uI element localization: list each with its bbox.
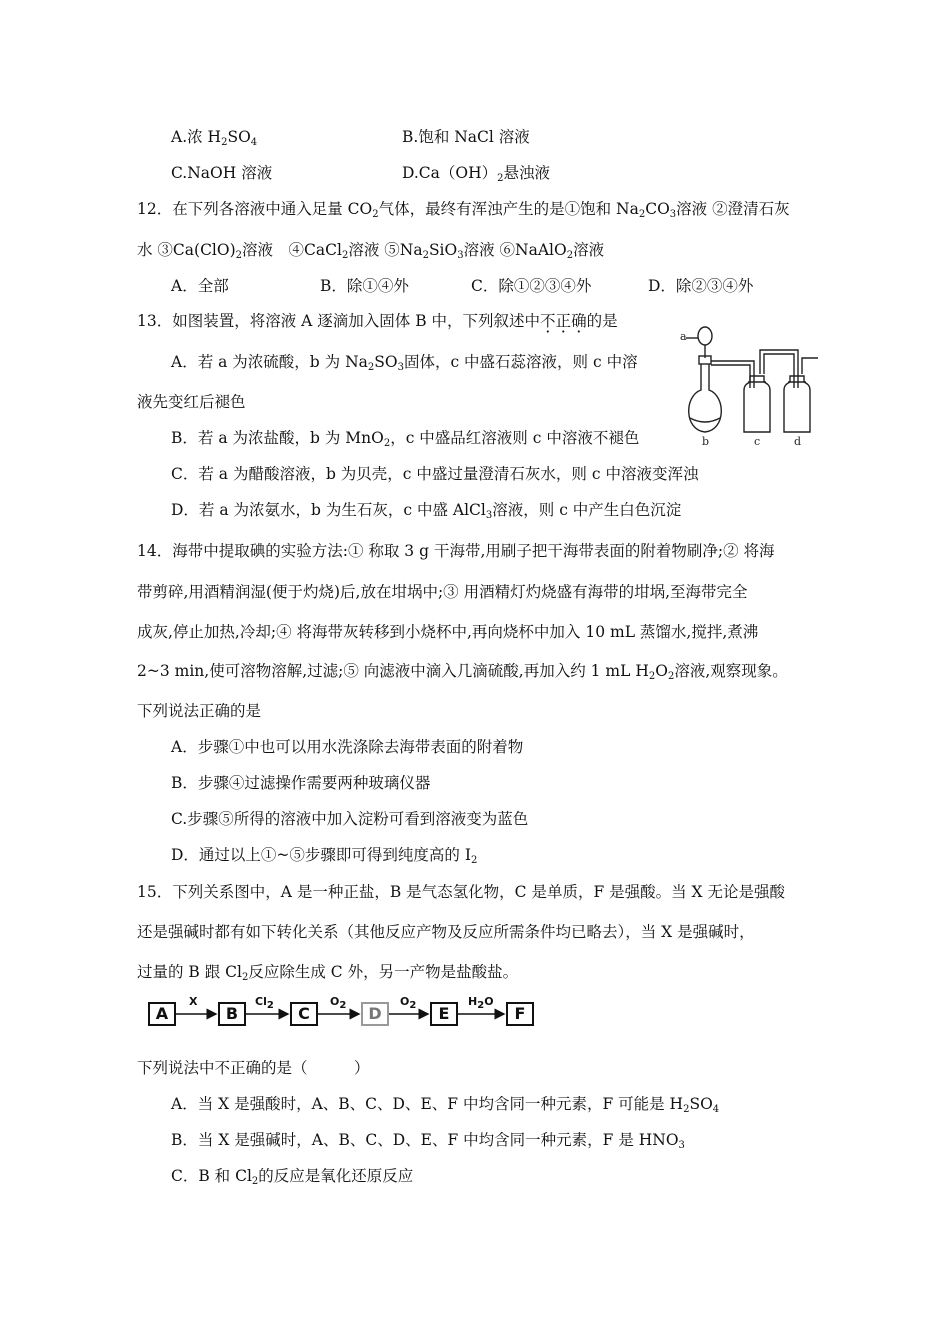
q14-option-a: A．步骤①中也可以用水洗涤除去海带表面的附着物	[171, 738, 524, 756]
q14-prompt: 下列说法正确的是	[137, 702, 262, 720]
flow-arrow-label-h2o: $H_2O$	[468, 995, 494, 1011]
q13-option-c: C．若 a 为醋酸溶液，b 为贝壳，c 中盛过量澄清石灰水，则 c 中溶液变浑浊	[171, 465, 699, 483]
q14-stem-line2: 带剪碎,用酒精润湿(便于灼烧)后,放在坩埚中;③ 用酒精灯灼烧盛有海带的坩埚,至海带完全	[137, 583, 748, 601]
q15-stem-line1: 15．下列关系图中，A 是一种正盐，B 是气态氢化物，C 是单质，F 是强酸。当 X 无论是强酸	[137, 883, 786, 901]
flow-box-d: D	[361, 1002, 389, 1026]
figure-label-a: a	[680, 330, 687, 343]
q13-option-a-line1: A．若 a 为浓硫酸，b 为 $Na_2SO_3$固体，c 中盛石蕊溶液，则 c 中溶	[171, 353, 638, 373]
q11-option-b: B.饱和 NaCl 溶液	[402, 128, 530, 146]
q12-stem-line1: 12．在下列各溶液中通入足量 $CO_2$气体，最终有浑浊产生的是①饱和 $Na_2CO_3$溶液 ②澄清石灰	[137, 200, 790, 220]
q14-stem-line4: 2~3 min,使可溶物溶解,过滤;⑤ 向滤液中滴入几滴硫酸,再加入约 1 mL $H_2O_2$溶液,观察现象。	[137, 662, 788, 682]
q12-option-a: A．全部	[171, 277, 229, 295]
q12-option-c: C．除①②③④外	[471, 277, 592, 295]
flow-arrow-label-x: X	[189, 995, 198, 1008]
q15-stem-line3: 过量的 B 跟 $Cl_2$反应除生成 C 外，另一产物是盐酸盐。	[137, 963, 519, 983]
q12-stem-line2: 水 $③Ca(ClO)_2$溶液 ④CaCl$_2$溶液 $⑤Na_2SiO_3$溶液 ⑥NaAlO$_2$溶液	[137, 241, 605, 261]
q14-option-c: C.步骤⑤所得的溶液中加入淀粉可看到溶液变为蓝色	[171, 810, 529, 828]
q12-option-b: B．除①④外	[320, 277, 409, 295]
flow-arrow-label-o2-1: $O_2$	[330, 995, 347, 1011]
q12-option-d: D．除②③④外	[648, 277, 754, 295]
flow-box-c: C	[290, 1002, 318, 1026]
figure-label-d: d	[794, 435, 802, 446]
flow-box-e: E	[430, 1002, 458, 1026]
q15-option-a: A．当 X 是强酸时，A、B、C、D、E、F 中均含同一种元素，F 可能是 $H_2SO_4$	[171, 1095, 720, 1115]
flow-arrow-label-cl2: $Cl_2$	[255, 995, 274, 1011]
flow-arrow-label-o2-2: $O_2$	[400, 995, 417, 1011]
q15-prompt: 下列说法中不正确的是（ ）	[137, 1059, 370, 1077]
q11-option-a: A.浓 $H_2SO_4$	[171, 128, 258, 148]
figure-label-c: c	[754, 435, 761, 446]
q14-option-d: D．通过以上①~⑤步骤即可得到纯度高的 $I_2$	[171, 846, 478, 866]
q15-stem-line2: 还是强碱时都有如下转化关系（其他反应产物及反应所需条件均已略去），当 X 是强碱时，	[137, 923, 755, 941]
q13-option-a-line2: 液先变红后褪色	[137, 393, 246, 411]
q14-option-b: B．步骤④过滤操作需要两种玻璃仪器	[171, 774, 431, 792]
flow-box-f: F	[506, 1002, 534, 1026]
q14-stem-line1: 14．海带中提取碘的实验方法:① 称取 3 g 干海带,用刷子把干海带表面的附着物刷净;② 将海	[137, 542, 775, 560]
flow-box-a: A	[148, 1002, 176, 1026]
flow-box-b: B	[218, 1002, 246, 1026]
q13-stem: 13．如图装置，将溶液 A 逐滴加入固体 B 中，下列叙述中不正确的是	[137, 312, 618, 330]
q15-option-c: C．B 和 $Cl_2$的反应是氧化还原反应	[171, 1167, 414, 1187]
apparatus-figure	[672, 318, 822, 446]
figure-label-b: b	[702, 435, 710, 446]
q11-option-c: C.NaOH 溶液	[171, 164, 273, 182]
q14-stem-line3: 成灰,停止加热,冷却;④ 将海带灰转移到小烧杯中,再向烧杯中加入 10 mL 蒸馏水,搅拌,煮沸	[137, 623, 759, 641]
q11-option-d: $D.Ca(OH)_2$悬浊液	[402, 164, 551, 184]
q13-option-b: B．若 a 为浓盐酸，b 为 MnO$_2$，c 中盛品红溶液则 c 中溶液不褪色	[171, 429, 640, 449]
q15-option-b: B．当 X 是强碱时，A、B、C、D、E、F 中均含同一种元素，F 是 $HNO_3$	[171, 1131, 685, 1151]
q13-option-d: D．若 a 为浓氨水，b 为生石灰，c 中盛 AlCl$_3$溶液，则 c 中产生白色沉淀	[171, 501, 682, 521]
